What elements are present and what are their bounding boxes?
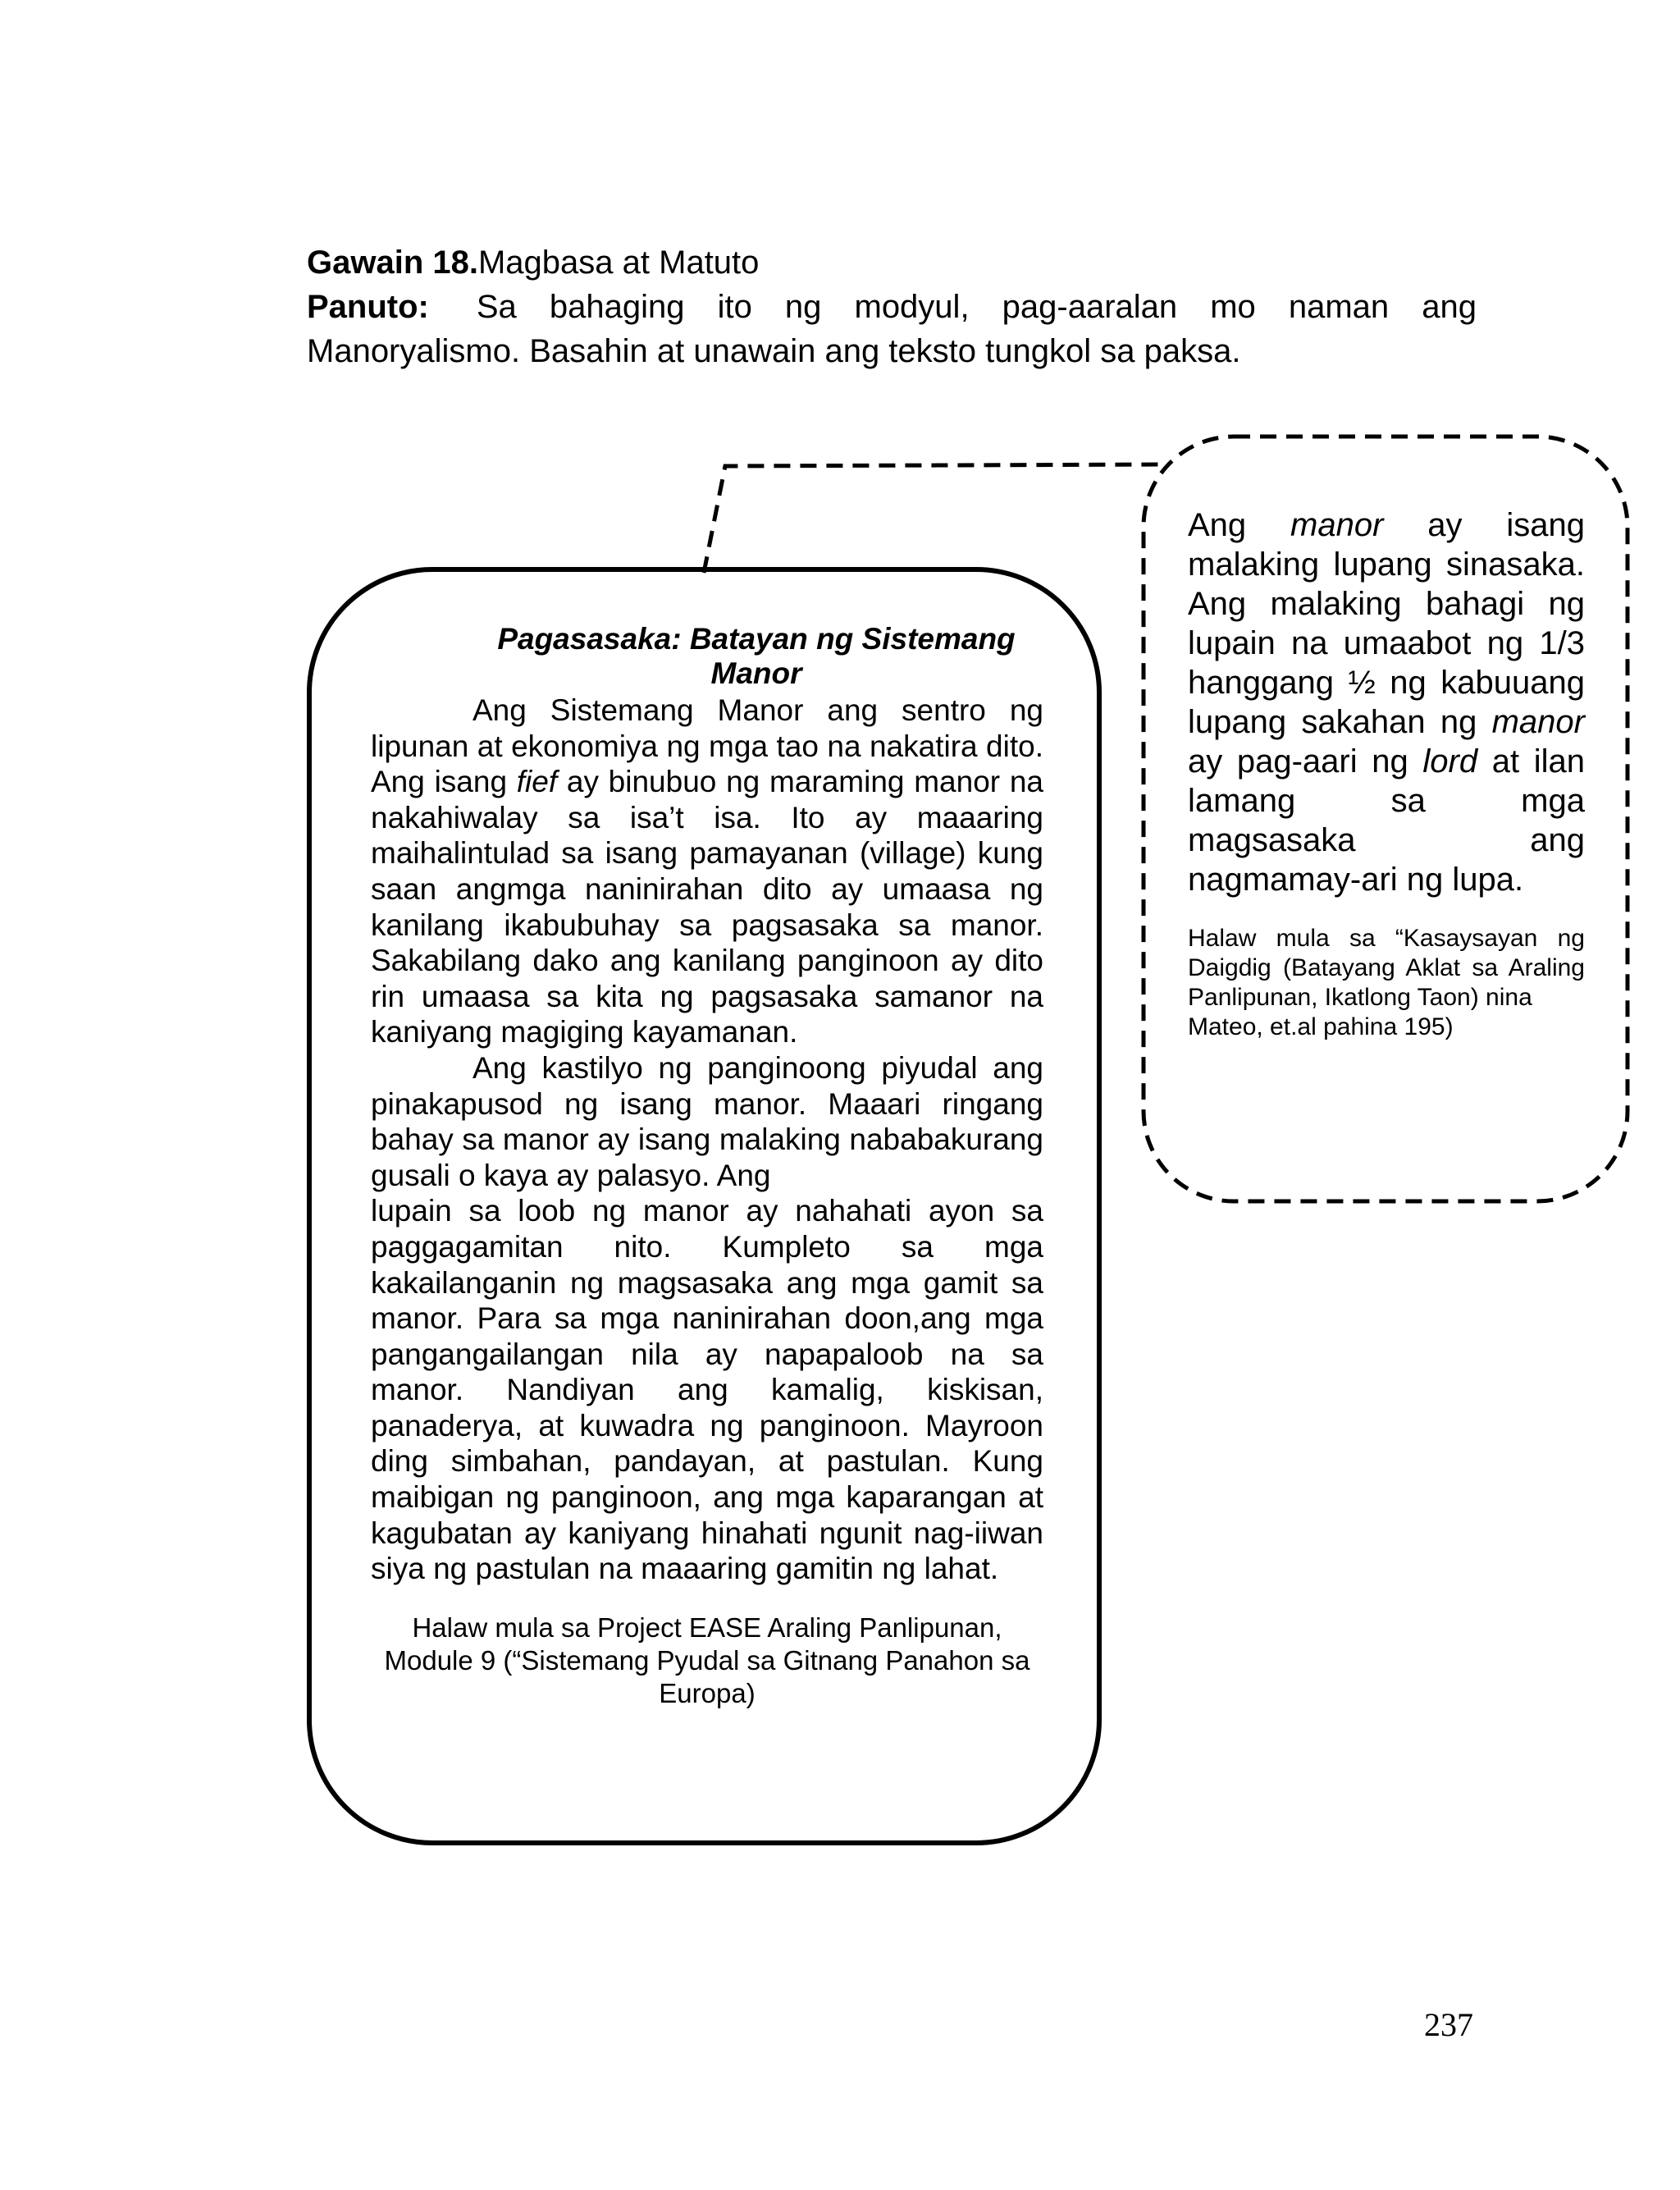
side-source-part-a: Halaw mula sa “Kasaysayan ng Daigdig (Batayang Aklat sa Araling Panlipunan, Ikatlong Taon) nina — [1188, 925, 1585, 1011]
term-fief: fief — [516, 765, 558, 799]
instruction-text: Sa bahaging ito ng modyul, pag-aaralan mo naman ang Manoryalismo. Basahin at unawain ang teksto tungkol sa paksa. — [307, 289, 1477, 369]
main-body — [371, 693, 1043, 1587]
instruction-label: Panuto: — [307, 289, 429, 325]
main-title-line-1: Pagasasaka: Batayan ng Sistemang — [497, 622, 1016, 656]
side-term-manor-2: manor — [1491, 704, 1585, 740]
main-title — [469, 622, 1043, 691]
side-term-manor: manor — [1290, 507, 1384, 543]
side-term-lord: lord — [1422, 743, 1478, 780]
side-note-box — [1188, 505, 1585, 1042]
side-source-part-b: Mateo, et.al pahina 195) — [1188, 1013, 1454, 1040]
callout-connector — [704, 464, 1168, 573]
paragraph-1 — [371, 693, 1043, 1050]
main-text-box — [371, 622, 1043, 1710]
side-source-citation — [1188, 924, 1585, 1042]
page-number: 237 — [1424, 2006, 1473, 2043]
side-text-5: nagmamay-ari ng lupa. — [1188, 862, 1524, 898]
main-source-citation: Halaw mula sa Project EASE Araling Panlipunan, Module 9 (“Sistemang Pyudal sa Gitnang Panahon sa Europa) — [384, 1612, 1030, 1708]
paragraph-1-part-a: Ang Sistemang Manor ang sentro ng lipunan at ekonomiya ng mga tao na nakatira dito. Ang isang — [371, 693, 1043, 799]
paragraph-3: lupain sa loob ng manor ay nahahati ayon sa paggagamitan nito. Kumpleto sa mga kakailanganin ng magsasaka ang mga gamit sa manor. Para sa mga naninirahan doon,ang mga pangangailangan nila ay napapaloob na sa manor. Nandiyan ang kamalig, kiskisan, panaderya, at kuwadra ng panginoon. Mayroon ding simbahan, pandayan, at pastulan. Kung maibigan ng panginoon, ang mga kaparangan at kagubatan ay kaniyang hinahati ngunit nag-iiwan siya ng pastulan na maaaring gamitin ng lahat. — [371, 1194, 1043, 1586]
side-text-4: at ilan lamang sa mga magsasaka ang — [1188, 743, 1585, 858]
side-note-text — [1188, 505, 1585, 899]
paragraph-2: Ang kastilyo ng panginoong piyudal ang pinakapusod ng isang manor. Maaari ringang bahay sa manor ay isang malaking nababakurang gusali o kaya ay palasyo. Ang — [371, 1050, 1043, 1192]
activity-title: Magbasa at Matuto — [477, 245, 760, 281]
activity-label: Gawain 18. — [307, 245, 478, 281]
side-text-1: Ang — [1188, 507, 1291, 543]
paragraph-1-part-b: ay binubuo ng maraming manor na nakahiwalay sa isa’t isa. Ito ay maaaring maihalintulad sa isang pamayanan (village) kung saan angmga naninirahan dito ay umaasa ng kanilang ikabubuhay sa pagsasaka sa manor. Sakabilang dako ang kanilang panginoon ay dito rin umaasa sa kita ng pagsasaka samanor na kaniyang magiging kayamanan. — [371, 765, 1043, 1049]
side-text-3: ay pag-aari ng — [1188, 743, 1423, 780]
side-text-2: ay isang malaking lupang sinasaka. Ang malaking bahagi ng lupain na umaabot ng 1/3 hanggang ½ ng kabuuang lupang sakahan ng — [1188, 507, 1585, 740]
main-title-line-2: Manor — [710, 656, 802, 690]
